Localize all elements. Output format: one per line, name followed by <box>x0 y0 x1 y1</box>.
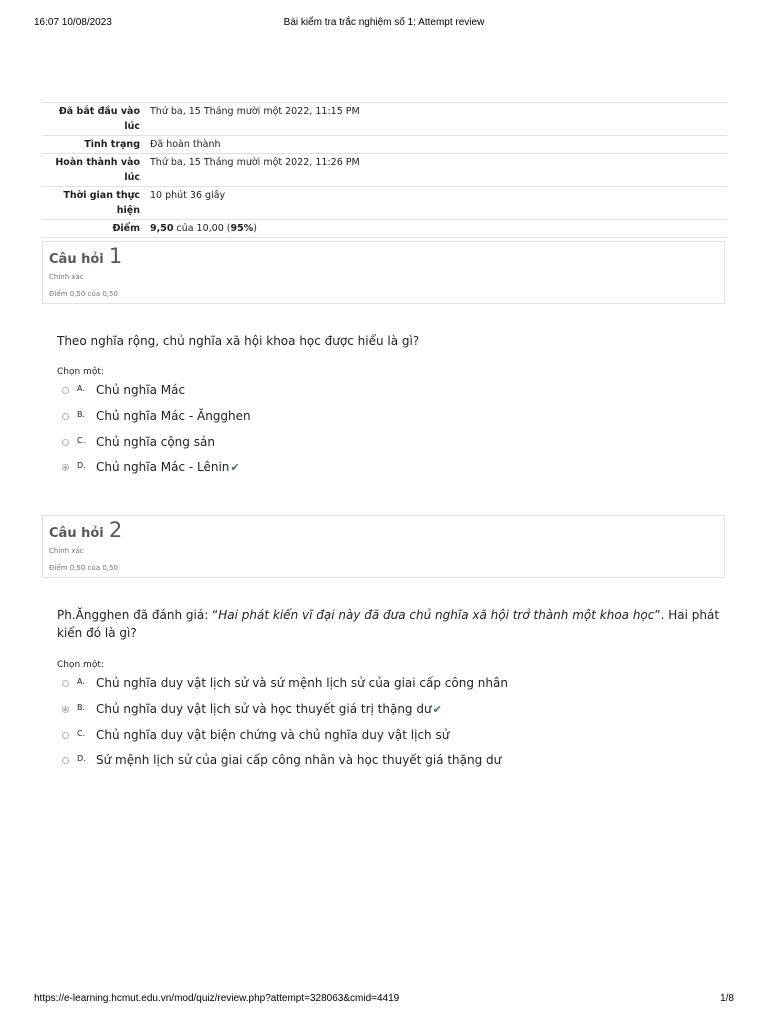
question-number <box>49 244 122 268</box>
radio-icon[interactable] <box>62 757 69 764</box>
option-letter: D. <box>77 754 86 763</box>
option-text: Chủ nghĩa duy vật biện chứng và chủ nghĩa duy vật lịch sử <box>96 728 450 742</box>
question-text-end: ”. Hai phát kiến đó là gì? <box>57 608 720 640</box>
radio-icon[interactable] <box>62 464 69 471</box>
print-datetime: 16:07 10/08/2023 <box>34 17 112 28</box>
option-text: Chủ nghĩa cộng sản <box>96 435 215 449</box>
question-number-value: 1 <box>108 244 123 268</box>
summary-row-started <box>42 103 727 136</box>
summary-value: 10 phút 36 giây <box>150 190 226 201</box>
option-text: Chủ nghĩa Mác <box>96 383 186 397</box>
summary-label: Thời gian thực hiện <box>63 190 140 216</box>
question-state: Chính xác <box>49 547 84 555</box>
radio-icon[interactable] <box>62 680 69 687</box>
option-text: Sứ mệnh lịch sử của giai cấp công nhân và học thuyết giá thặng dư <box>96 753 502 767</box>
summary-label: Hoàn thành vào lúc <box>55 157 140 183</box>
option-letter: B. <box>77 703 86 712</box>
question-2-info <box>42 515 725 578</box>
question-2-prompt: Chọn một: <box>57 660 104 670</box>
question-1-text: Theo nghĩa rộng, chủ nghĩa xã hội khoa học được hiểu là gì? <box>57 334 420 348</box>
option-text: Chủ nghĩa duy vật lịch sử và sứ mệnh lịch sử của giai cấp công nhân <box>96 676 508 690</box>
option-letter: C. <box>77 729 86 738</box>
radio-icon[interactable] <box>62 732 69 739</box>
summary-label: Điểm <box>112 223 140 234</box>
option-text: Chủ nghĩa Mác - Ăngghen <box>96 409 251 423</box>
summary-value <box>145 220 727 238</box>
grade-score: 9,50 <box>150 223 174 234</box>
radio-icon[interactable] <box>62 413 69 420</box>
question-label: Câu hỏi <box>49 252 104 267</box>
summary-row-time-taken <box>42 187 727 220</box>
summary-label: Đã bắt đầu vào lúc <box>58 106 140 132</box>
print-page-title: Bài kiểm tra trắc nghiệm số 1: Attempt review <box>283 17 485 28</box>
grade-of-total: của 10,00 ( <box>173 223 231 234</box>
question-quote: Hai phát kiến vĩ đại này đã đưa chủ nghĩa xã hội trở thành một khoa học <box>218 608 655 622</box>
option-letter: A. <box>77 677 85 686</box>
print-url: https://e-learning.hcmut.edu.vn/mod/quiz/review.php?attempt=328063&cmid=4419 <box>34 993 400 1004</box>
question-number <box>49 518 122 542</box>
attempt-summary-table <box>42 102 727 238</box>
question-number-value: 2 <box>108 518 123 542</box>
radio-icon[interactable] <box>62 387 69 394</box>
option-letter: D. <box>77 461 86 470</box>
question-grade: Điểm 0,50 của 0,50 <box>49 564 118 572</box>
option-text <box>96 460 240 474</box>
radio-icon[interactable] <box>62 439 69 446</box>
check-icon: ✔ <box>432 703 442 716</box>
print-page-number: 1/8 <box>720 993 734 1004</box>
summary-value: Thứ ba, 15 Tháng mười một 2022, 11:15 PM <box>150 106 360 117</box>
grade-percent: 95% <box>230 223 254 234</box>
check-icon: ✔ <box>230 461 240 474</box>
option-label: Chủ nghĩa Mác - Lênin <box>96 460 230 474</box>
radio-icon[interactable] <box>62 706 69 713</box>
question-text-start: Ph.Ăngghen đã đánh giá: “ <box>57 608 219 622</box>
summary-row-grade <box>42 220 727 238</box>
option-label: Chủ nghĩa duy vật lịch sử và học thuyết giá trị thặng dư <box>96 702 432 716</box>
question-label: Câu hỏi <box>49 526 104 541</box>
question-2-text <box>57 606 722 642</box>
question-state: Chính xác <box>49 273 84 281</box>
question-1-prompt: Chọn một: <box>57 367 104 377</box>
grade-close-paren: ) <box>253 223 257 234</box>
option-letter: B. <box>77 410 86 419</box>
summary-row-completed <box>42 154 727 187</box>
summary-value: Thứ ba, 15 Tháng mười một 2022, 11:26 PM <box>150 157 360 168</box>
print-footer <box>0 993 768 1009</box>
summary-label: Tình trạng <box>84 139 140 150</box>
option-text <box>96 702 442 716</box>
question-grade: Điểm 0,50 của 0,50 <box>49 290 118 298</box>
print-header <box>0 17 768 33</box>
question-1-info <box>42 241 725 304</box>
option-letter: A. <box>77 384 85 393</box>
option-letter: C. <box>77 436 86 445</box>
summary-row-state <box>42 136 727 154</box>
summary-value: Đã hoàn thành <box>150 139 221 150</box>
